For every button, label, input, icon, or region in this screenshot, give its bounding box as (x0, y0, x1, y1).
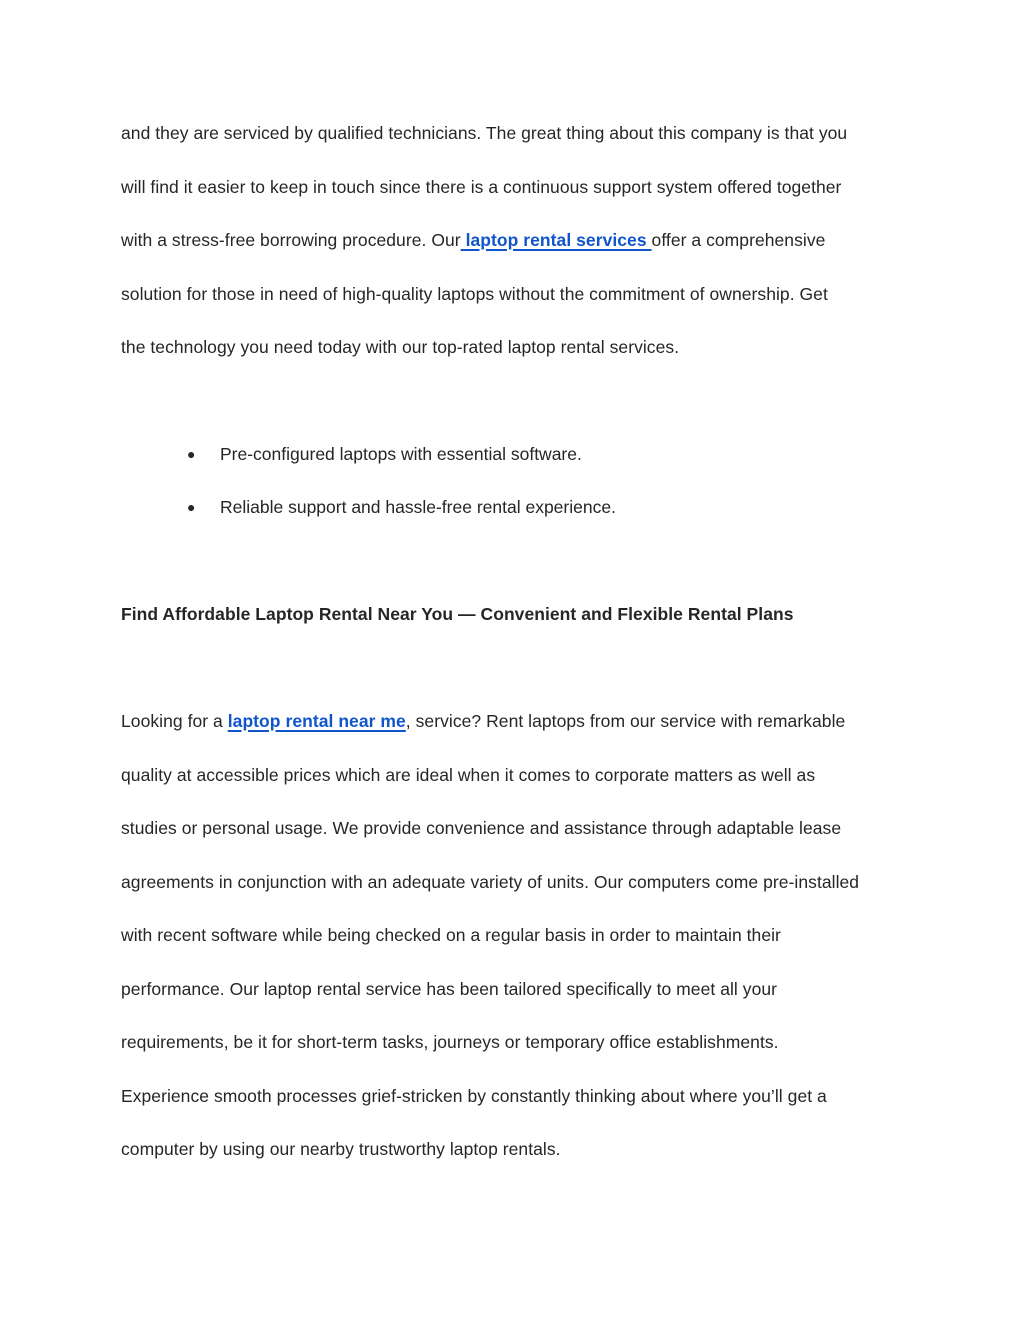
section-line-1-after: , service? Rent laptops from our service with remarkable (405, 711, 846, 731)
bullet-item-1 (187, 442, 582, 466)
bullet-item-text: Reliable support and hassle-free rental experience. (220, 497, 616, 517)
section-line-8: Experience smooth processes grief-stricken by constantly thinking about where you’ll get a (121, 1086, 827, 1106)
section-line-4: agreements in conjunction with an adequate variety of units. Our computers come pre-installed (121, 872, 860, 892)
section-line-2: quality at accessible prices which are ideal when it comes to corporate matters as well as (121, 765, 816, 785)
section-line-3: studies or personal usage. We provide convenience and assistance through adaptable lease (121, 818, 842, 838)
laptop-rental-near-me-link[interactable]: laptop rental near me (227, 711, 406, 731)
section-line-1 (121, 709, 845, 733)
section-line-5: with recent software while being checked on a regular basis in order to maintain their (121, 925, 781, 945)
intro-line-2: will find it easier to keep in touch since there is a continuous support system offered together (121, 177, 842, 197)
bullet-item-2 (187, 495, 616, 519)
section-line-7: requirements, be it for short-term tasks, journeys or temporary office establishments. (121, 1032, 779, 1052)
bullet-marker: ● (187, 499, 196, 515)
intro-line-4: solution for those in need of high-quality laptops without the commitment of ownership. Get (121, 284, 828, 304)
laptop-rental-services-link[interactable]: laptop rental services (460, 230, 652, 250)
intro-line-5: the technology you need today with our top-rated laptop rental services. (121, 337, 680, 357)
intro-line-1: and they are serviced by qualified technicians. The great thing about this company is that you (121, 123, 848, 143)
bullet-item-text: Pre-configured laptops with essential software. (220, 444, 582, 464)
section-line-6: performance. Our laptop rental service has been tailored specifically to meet all your (121, 979, 778, 999)
section-line-1-before: Looking for a (121, 711, 228, 731)
intro-line-3-after: offer a comprehensive (651, 230, 826, 250)
section-line-9: computer by using our nearby trustworthy laptop rentals. (121, 1139, 561, 1159)
intro-line-3-before: with a stress-free borrowing procedure. Our (121, 230, 461, 250)
section-heading: Find Affordable Laptop Rental Near You — Convenient and Flexible Rental Plans (121, 604, 794, 624)
intro-line-3 (121, 228, 825, 252)
bullet-marker: ● (187, 446, 196, 462)
